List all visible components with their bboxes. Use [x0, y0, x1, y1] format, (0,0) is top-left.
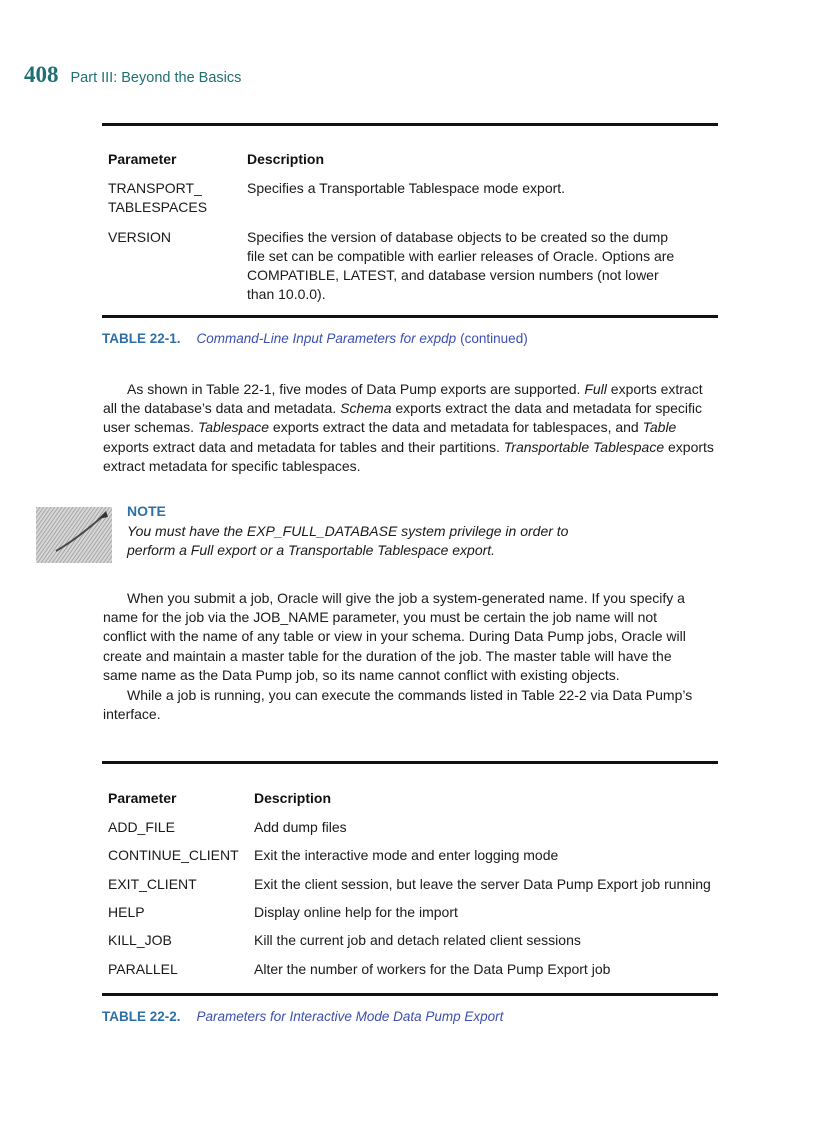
- table1-row-desc: Specifies a Transportable Tablespace mode export.: [247, 180, 566, 196]
- table2-bottom-rule: [102, 993, 718, 996]
- running-header: [24, 62, 241, 88]
- table1-bottom-rule: [102, 315, 718, 318]
- table2-row-desc: Exit the interactive mode and enter logging mode: [254, 847, 559, 863]
- table2-row-param: PARALLEL: [108, 961, 178, 977]
- table1-caption-title: Command-Line Input Parameters for expdp: [196, 331, 457, 346]
- table2-caption-number: TABLE 22-2.: [102, 1009, 181, 1024]
- table2-header-parameter: Parameter: [108, 790, 177, 806]
- table1-row-param: TRANSPORT_ TABLESPACES: [108, 180, 208, 215]
- table2-row-param: EXIT_CLIENT: [108, 876, 197, 892]
- table2-row-param: ADD_FILE: [108, 819, 175, 835]
- table1-row-param: VERSION: [108, 229, 172, 245]
- table1-caption: [102, 331, 528, 346]
- table2-caption-title: Parameters for Interactive Mode Data Pump Export: [196, 1009, 504, 1024]
- table2-row-param: KILL_JOB: [108, 932, 172, 948]
- note-label: NOTE: [127, 503, 166, 519]
- table1-top-rule: [102, 123, 718, 126]
- table2-header-description: Description: [254, 790, 332, 806]
- body-paragraph-job-name: When you submit a job, Oracle will give the job a system-generated name. If you specify a name for the job via the JOB_NAME parameter, you must be certain the job name will not conflict with the name of any table or view in your schema. During Data Pump jobs, Oracle will create and maintain a master table for the duration of the job. The master table will have the same name as the Data Pump job, so its name cannot conflict with existing objects.: [103, 590, 686, 683]
- body-paragraph-interactive: While a job is running, you can execute the commands listed in Table 22-2 via Data Pump’s interface.: [103, 687, 693, 723]
- table1-header-parameter: Parameter: [108, 151, 177, 167]
- table2-row-desc: Display online help for the import: [254, 904, 458, 920]
- table1-caption-continued: (continued): [460, 331, 528, 346]
- table2-row-param: HELP: [108, 904, 145, 920]
- table2-caption: [102, 1009, 503, 1024]
- note-text: You must have the EXP_FULL_DATABASE system privilege in order to perform a Full export or a Transportable Tablespace export.: [127, 523, 569, 558]
- table2-row-desc: Exit the client session, but leave the server Data Pump Export job running: [254, 876, 711, 892]
- table2-top-rule: [102, 761, 718, 764]
- table2-row-desc: Add dump files: [254, 819, 347, 835]
- table1-row-desc: Specifies the version of database objects to be created so the dump file set can be compatible with earlier releases of Oracle. Options are COMPATIBLE, LATEST, and database version numbers (not lower than 10.0.0).: [247, 229, 675, 302]
- page-number: 408: [24, 62, 59, 87]
- table2-row-desc: Alter the number of workers for the Data Pump Export job: [254, 961, 611, 977]
- part-title: Part III: Beyond the Basics: [70, 70, 242, 86]
- table2-row-param: CONTINUE_CLIENT: [108, 847, 239, 863]
- body-paragraph-modes: As shown in Table 22-1, five modes of Data Pump exports are supported. Full exports extract all the database’s data and metadata. Schema exports extract the data and metadata for specific user schemas. Tablespace exports extract the data and metadata for tablespaces, and Table exports extract data and metadata for tables and their partitions. Transportable Tablespace exports extract metadata for specific tablespaces.: [103, 381, 714, 474]
- table2-row-desc: Kill the current job and detach related client sessions: [254, 932, 581, 948]
- table1-caption-number: TABLE 22-1.: [102, 331, 181, 346]
- table1-header-description: Description: [247, 151, 325, 167]
- note-icon: [36, 507, 112, 563]
